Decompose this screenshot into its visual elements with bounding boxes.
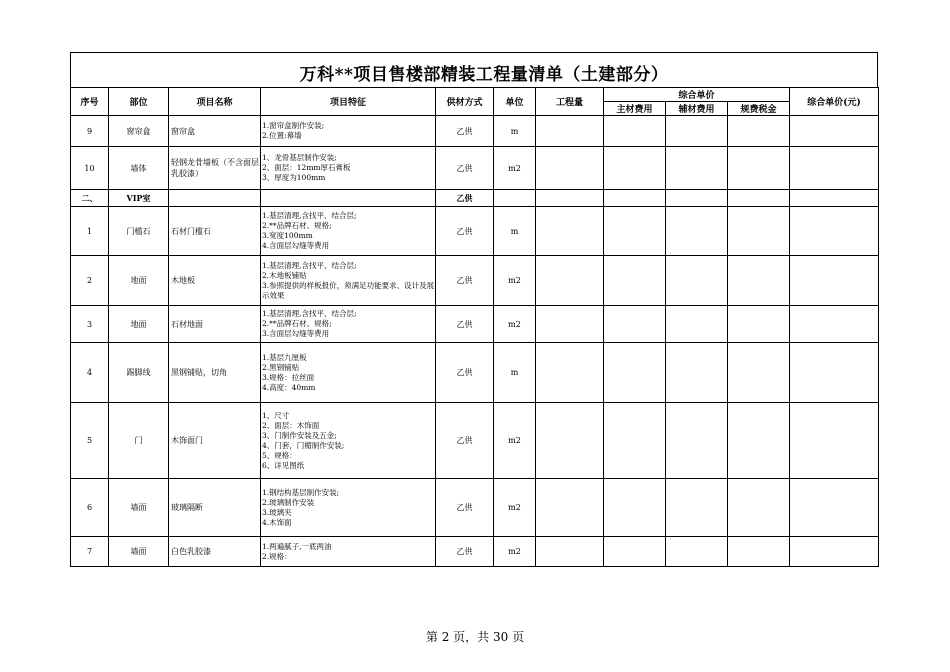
cell-composite-price xyxy=(790,190,879,207)
cell-quantity xyxy=(536,116,604,147)
cell-seq: 2 xyxy=(71,256,109,306)
cell-item-name: 石材门槛石 xyxy=(169,207,261,256)
cell-location: 墙面 xyxy=(109,479,169,537)
cell-aux-material xyxy=(666,306,728,343)
cell-unit: m2 xyxy=(494,256,536,306)
feature-line: 2、面层：12mm厚石膏板 xyxy=(262,163,351,172)
cell-aux-material xyxy=(666,537,728,567)
cell-quantity xyxy=(536,479,604,537)
cell-item-name: 玻璃隔断 xyxy=(169,479,261,537)
cell-location: 墙体 xyxy=(109,147,169,190)
cell-unit: m2 xyxy=(494,147,536,190)
cell-fees-tax xyxy=(728,256,790,306)
cell-fees-tax xyxy=(728,403,790,479)
cell-fees-tax xyxy=(728,343,790,403)
feature-line: 2.位置:幕墙 xyxy=(262,131,302,140)
feature-line: 5、规格： xyxy=(262,450,297,460)
cell-location: 踢脚线 xyxy=(109,343,169,403)
cell-aux-material xyxy=(666,116,728,147)
cell-quantity xyxy=(536,190,604,207)
cell-supply: 乙供 xyxy=(436,403,494,479)
cell-features xyxy=(261,207,436,256)
cell-features xyxy=(261,116,436,147)
cell-composite-price xyxy=(790,116,879,147)
cell-quantity xyxy=(536,147,604,190)
cell-item-name: 石材地面 xyxy=(169,306,261,343)
cell-supply: 乙供 xyxy=(436,537,494,567)
cell-main-material xyxy=(604,190,666,207)
cell-main-material xyxy=(604,116,666,147)
cell-aux-material xyxy=(666,403,728,479)
cell-seq: 5 xyxy=(71,403,109,479)
section-row xyxy=(71,190,879,207)
cell-quantity xyxy=(536,256,604,306)
table-row xyxy=(71,147,879,190)
feature-line: 2.规格： xyxy=(262,551,292,561)
cell-location: 地面 xyxy=(109,256,169,306)
header-quantity: 工程量 xyxy=(536,88,604,116)
table-row xyxy=(71,403,879,479)
feature-line: 3.参照提供的样板报价，须满足功能要求、设计及展示效果 xyxy=(262,280,435,300)
cell-fees-tax xyxy=(728,537,790,567)
cell-fees-tax xyxy=(728,207,790,256)
header-features: 项目特征 xyxy=(261,88,436,116)
cell-location: 窗帘盒 xyxy=(109,116,169,147)
header-fees-tax: 规费税金 xyxy=(728,102,790,116)
cell-seq: 1 xyxy=(71,207,109,256)
page-footer: 第 2 页，共 30 页 xyxy=(425,630,525,644)
cell-main-material xyxy=(604,479,666,537)
cell-composite-price xyxy=(790,403,879,479)
feature-line: 1.窗帘盒制作安装; xyxy=(262,121,325,130)
cell-unit: m2 xyxy=(494,537,536,567)
table-row xyxy=(71,479,879,537)
cell-unit: m2 xyxy=(494,479,536,537)
cell-seq: 10 xyxy=(71,147,109,190)
feature-line: 2.玻璃制作安装 xyxy=(262,497,315,507)
cell-fees-tax xyxy=(728,116,790,147)
feature-line: 1.基层清理,含找平、结合层; xyxy=(262,309,357,318)
feature-line: 6、详见图纸 xyxy=(262,460,305,470)
header-main-material: 主材费用 xyxy=(604,102,666,116)
header-composite-group: 综合单价 xyxy=(604,88,790,102)
cell-main-material xyxy=(604,343,666,403)
cell-features xyxy=(261,537,436,567)
table-body xyxy=(71,116,879,567)
cell-supply: 乙供 xyxy=(436,116,494,147)
cell-main-material xyxy=(604,256,666,306)
cell-fees-tax xyxy=(728,147,790,190)
feature-line: 3.含面层勾缝等费用 xyxy=(262,329,330,338)
feature-line: 1.两遍腻子,一底两油 xyxy=(262,541,332,551)
feature-line: 4、门套，门楣制作安装; xyxy=(262,440,345,450)
cell-supply: 乙供 xyxy=(436,479,494,537)
cell-quantity xyxy=(536,343,604,403)
cell-quantity xyxy=(536,306,604,343)
cell-features xyxy=(261,190,436,207)
header-aux-material: 辅材费用 xyxy=(666,102,728,116)
header-unit: 单位 xyxy=(494,88,536,116)
cell-features xyxy=(261,479,436,537)
feature-line: 3.规格：拉丝面 xyxy=(262,372,315,382)
feature-line: 4.高度：40mm xyxy=(262,382,316,392)
cell-fees-tax xyxy=(728,479,790,537)
feature-line: 2.**品牌石材、规格; xyxy=(262,221,332,230)
cell-main-material xyxy=(604,306,666,343)
cell-fees-tax xyxy=(728,190,790,207)
cell-aux-material xyxy=(666,207,728,256)
cell-item-name: 木饰面门 xyxy=(169,403,261,479)
cell-aux-material xyxy=(666,479,728,537)
cell-aux-material xyxy=(666,147,728,190)
feature-line: 2.**品牌石材、规格; xyxy=(262,319,332,328)
cell-features xyxy=(261,306,436,343)
cell-composite-price xyxy=(790,306,879,343)
cell-unit: m2 xyxy=(494,403,536,479)
cell-supply: 乙供 xyxy=(436,343,494,403)
cell-seq: 7 xyxy=(71,537,109,567)
cell-unit: m2 xyxy=(494,306,536,343)
header-item-name: 项目名称 xyxy=(169,88,261,116)
cell-item-name: 白色乳胶漆 xyxy=(169,537,261,567)
cell-aux-material xyxy=(666,190,728,207)
cell-quantity xyxy=(536,403,604,479)
cell-features xyxy=(261,256,436,306)
cell-seq: 3 xyxy=(71,306,109,343)
cell-location: 门槛石 xyxy=(109,207,169,256)
cell-item-name: 窗帘盒 xyxy=(169,116,261,147)
table-row xyxy=(71,256,879,306)
cell-aux-material xyxy=(666,343,728,403)
cell-supply: 乙供 xyxy=(436,256,494,306)
page-title: 万科**项目售楼部精装工程量清单（土建部分） xyxy=(299,65,669,85)
table-row xyxy=(71,343,879,403)
cell-location: 门 xyxy=(109,403,169,479)
feature-line: 1.钢结构基层制作安装; xyxy=(262,487,340,497)
cell-fees-tax xyxy=(728,306,790,343)
cell-composite-price xyxy=(790,479,879,537)
cell-location: 地面 xyxy=(109,306,169,343)
cell-main-material xyxy=(604,207,666,256)
feature-line: 1、尺寸 xyxy=(262,410,290,420)
feature-line: 1.基层清理,含找平、结合层; xyxy=(262,211,357,220)
cell-quantity xyxy=(536,537,604,567)
header-row-1 xyxy=(71,88,879,102)
table-row xyxy=(71,116,879,147)
feature-line: 2.木地板铺贴 xyxy=(262,270,307,280)
cell-unit xyxy=(494,190,536,207)
cell-seq: 6 xyxy=(71,479,109,537)
cell-main-material xyxy=(604,537,666,567)
header-composite-price: 综合单价(元) xyxy=(790,88,879,116)
feature-line: 2、面层：木饰面 xyxy=(262,420,320,430)
cell-supply: 乙供 xyxy=(436,306,494,343)
cell-composite-price xyxy=(790,256,879,306)
feature-line: 3、厚度为100mm xyxy=(262,173,326,182)
cell-quantity xyxy=(536,207,604,256)
table-row xyxy=(71,306,879,343)
table-row xyxy=(71,207,879,256)
cell-item-name: 黑钢铺贴，切角 xyxy=(169,343,261,403)
cell-composite-price xyxy=(790,147,879,190)
feature-line: 2.黑钢铺贴 xyxy=(262,362,300,372)
feature-line: 1.基层九厘板 xyxy=(262,352,307,362)
cell-supply: 乙供 xyxy=(436,147,494,190)
feature-line: 3.玻璃夹 xyxy=(262,507,292,517)
feature-line: 1、龙骨基层制作安装; xyxy=(262,153,337,162)
cell-features xyxy=(261,343,436,403)
cell-item-name: 木地板 xyxy=(169,256,261,306)
cell-seq: 4 xyxy=(71,343,109,403)
cell-unit: m xyxy=(494,207,536,256)
cell-composite-price xyxy=(790,207,879,256)
title-box xyxy=(70,52,878,87)
cell-main-material xyxy=(604,147,666,190)
cell-main-material xyxy=(604,403,666,479)
cell-location: 墙面 xyxy=(109,537,169,567)
cell-location: VIP室 xyxy=(109,190,169,207)
cell-supply: 乙供 xyxy=(436,190,494,207)
feature-line: 4.木饰面 xyxy=(262,517,292,527)
cell-features xyxy=(261,403,436,479)
cell-seq: 9 xyxy=(71,116,109,147)
header-supply: 供材方式 xyxy=(436,88,494,116)
cell-item-name: 轻钢龙骨墙板（不含面层乳胶漆） xyxy=(169,147,261,190)
feature-line: 3、门制作安装及五金; xyxy=(262,430,337,440)
cell-features xyxy=(261,147,436,190)
sheet xyxy=(70,52,878,567)
cell-aux-material xyxy=(666,256,728,306)
cell-seq: 二、 xyxy=(71,190,109,207)
header-seq: 序号 xyxy=(71,88,109,116)
header-location: 部位 xyxy=(109,88,169,116)
cell-item-name xyxy=(169,190,261,207)
cell-composite-price xyxy=(790,537,879,567)
cell-composite-price xyxy=(790,343,879,403)
cell-unit: m xyxy=(494,343,536,403)
table-row xyxy=(71,537,879,567)
feature-line: 4.含面层勾缝等费用 xyxy=(262,241,330,250)
feature-line: 3.宽度100mm xyxy=(262,231,313,240)
bill-table xyxy=(70,87,879,567)
feature-line: 1.基层清理,含找平、结合层; xyxy=(262,260,357,270)
cell-unit: m xyxy=(494,116,536,147)
cell-supply: 乙供 xyxy=(436,207,494,256)
